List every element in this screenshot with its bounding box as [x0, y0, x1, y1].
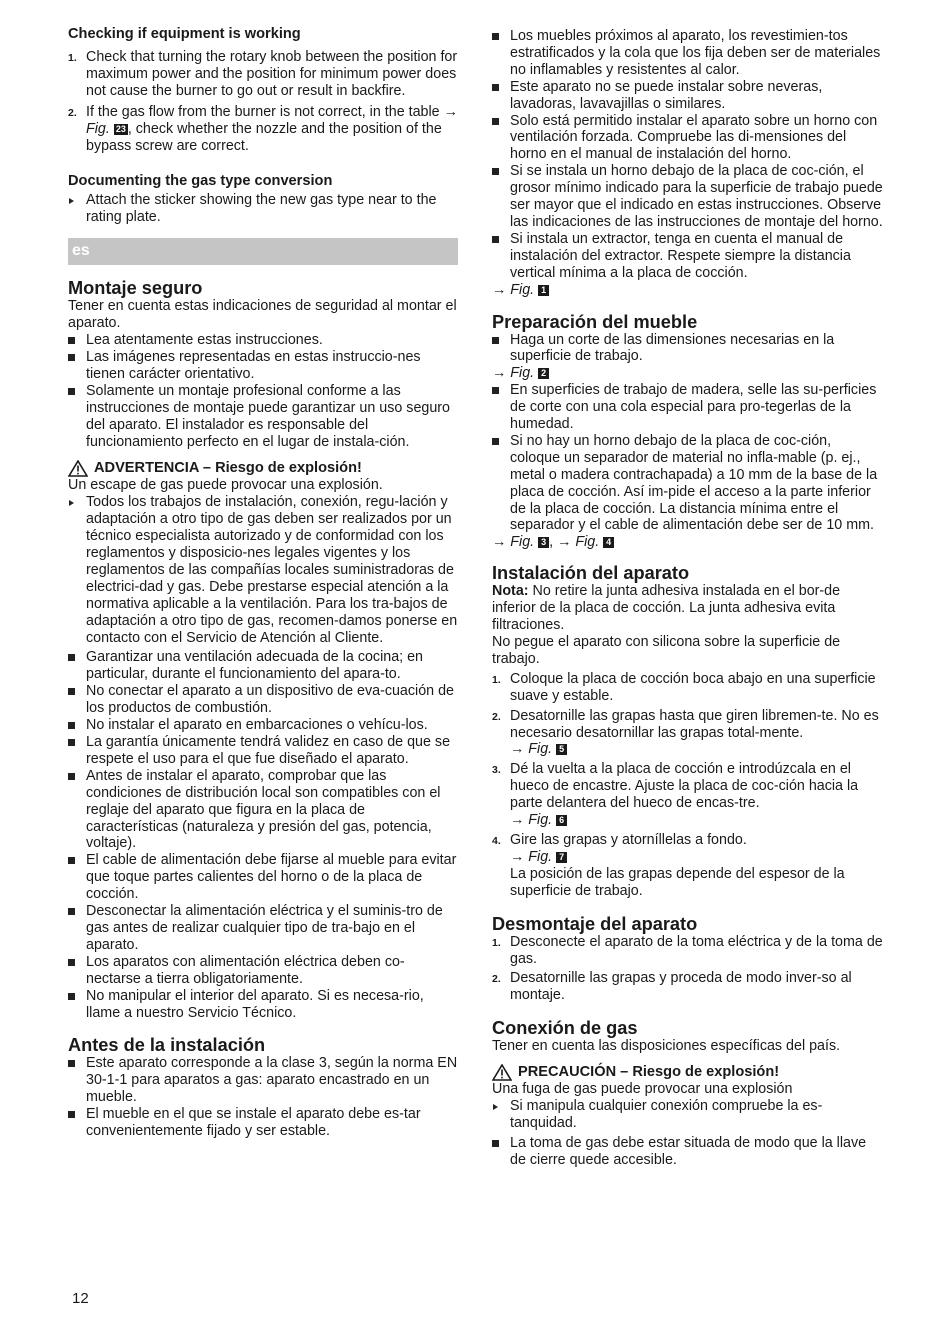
figure-reference: → Fig. 3 , → Fig. 4 — [492, 534, 884, 551]
action-text: Attach the sticker showing the new gas type near to the rating plate. — [86, 192, 437, 226]
bullet-icon — [492, 332, 510, 366]
caution-action: Si manipula cualquier conexión compruebe la es-tanquidad. — [492, 1098, 884, 1132]
arrow-icon: → — [492, 365, 507, 382]
bullet-icon — [68, 734, 86, 768]
checking-heading: Checking if equipment is working — [68, 26, 301, 42]
language-bar — [68, 238, 458, 265]
bullet-icon — [492, 433, 510, 534]
warning-text: Un escape de gas puede provocar una explosión. — [68, 477, 383, 494]
bullet-icon — [68, 1055, 86, 1106]
list-item: En superficies de trabajo de madera, selle las su-perficies de corte con una cola especial para pro-tegerlas de la humedad. — [492, 382, 884, 433]
warning-title: ADVERTENCIA – Riesgo de explosión! — [68, 460, 458, 477]
arrow-icon: → — [510, 848, 525, 865]
page-number: 12 — [72, 1290, 89, 1307]
step-text: Check that turning the rotary knob between the position for maximum power and the position for minimum power does not cause the burner to go out or result in backfire. — [86, 49, 458, 99]
bullet-icon — [68, 903, 86, 954]
list-item: Solamente un montaje profesional conforme a las instrucciones de montaje puede garantizar un uso seguro del aparato. El instalador es responsable del funcionamiento perfecto en el lugar de instala-ción. — [68, 383, 458, 451]
antes-heading: Antes de la instalación — [68, 1035, 266, 1056]
bullet-icon — [68, 1106, 86, 1140]
fig-ref: Fig. — [86, 120, 110, 137]
documenting-action — [68, 192, 458, 226]
checking-step-1 — [68, 49, 458, 100]
checking-step-2 — [68, 104, 458, 155]
list-item: Si no hay un horno debajo de la placa de coc-ción, coloque un separador de material no infla-mable (p. ej., metal o madera contrachapada) a 10 mm de la base de la placa de cocción. Así im-pide el acceso a la parte inferior de la placa de cocción. La distancia mínima entre el separador y el cable de alimentación debe ser de 10 mm. — [492, 433, 884, 534]
bullet-icon — [68, 988, 86, 1022]
list-item: No manipular el interior del aparato. Si es necesa-rio, llame a nuestro Servicio Técnico. — [68, 988, 458, 1022]
warning-triangle-icon — [68, 460, 88, 477]
step-number: 1. — [68, 52, 77, 64]
prep-heading: Preparación del mueble — [492, 311, 698, 332]
bullet-icon — [492, 1135, 510, 1169]
montaje-heading: Montaje seguro — [68, 278, 203, 299]
list-item: Garantizar una ventilación adecuada de la cocina; en particular, durante el funcionamiento del apara-to. — [68, 649, 458, 683]
figure-reference: → Fig. 1 — [492, 282, 884, 299]
arrow-icon: → — [492, 281, 507, 298]
inst-step-1: 1. Coloque la placa de cocción boca abajo en una superficie suave y estable. — [492, 670, 876, 704]
list-item: Lea atentamente estas instrucciones. — [68, 332, 458, 349]
left-column — [68, 26, 458, 1140]
list-item: La toma de gas debe estar situada de modo que la llave de cierre quede accesible. — [492, 1135, 884, 1169]
inst-step-3: 3. Dé la vuelta a la placa de cocción e introdúzcala en el hueco de encastre. Ajuste la placa de coc-ción hacia la parte delantera del hueco de encas-tre. → Fig. 6 — [492, 761, 859, 829]
list-item: Este aparato corresponde a la clase 3, según la norma EN 30-1-1 para aparatos a gas: aparato encastrado en un mueble. — [68, 1055, 458, 1106]
bullet-icon — [492, 163, 510, 231]
inst-step-2: 2. Desatornille las grapas hasta que giren libremen-te. No es necesario desatornillar las grapas total-mente. → Fig. 5 — [492, 707, 879, 758]
montaje-intro: Tener en cuenta estas indicaciones de seguridad al montar el aparato. — [68, 298, 457, 332]
bullet-icon — [68, 332, 86, 349]
warning-triangle-icon — [492, 1064, 512, 1081]
figure-number-badge: 4 — [603, 537, 614, 548]
bullet-icon — [492, 113, 510, 164]
action-triangle-icon — [492, 1098, 510, 1132]
inst-step-4: 4. Gire las grapas y atorníllelas a fondo. → Fig. 7 La posición de las grapas depende del espesor de la superficie de trabajo. — [492, 831, 845, 899]
list-item: No conectar el aparato a un dispositivo de eva-cuación de los productos de combustión. — [68, 683, 458, 717]
bullet-icon — [68, 683, 86, 717]
figure-number-badge: 1 — [538, 285, 549, 296]
bullet-icon — [492, 28, 510, 79]
action-triangle-icon — [68, 192, 86, 226]
documenting-heading: Documenting the gas type conversion — [68, 173, 333, 190]
desm-step-1: 1. Desconecte el aparato de la toma eléctrica y de la toma de gas. — [492, 933, 883, 967]
list-item: El mueble en el que se instale el aparato debe es-tar convenientemente fijado y ser estable. — [68, 1106, 458, 1140]
bullet-icon — [68, 649, 86, 683]
list-item: Las imágenes representadas en estas instruccio-nes tienen carácter orientativo. — [68, 349, 458, 383]
list-item: Este aparato no se puede instalar sobre neveras, lavadoras, lavavajillas o similares. — [492, 79, 884, 113]
desm-step-2: 2. Desatornille las grapas y proceda de modo inver-so al montaje. — [492, 970, 852, 1004]
list-item: El cable de alimentación debe fijarse al mueble para evitar que toque partes calientes del horno o de la placa de cocción. — [68, 852, 458, 903]
arrow-icon: → — [510, 741, 525, 758]
list-item: La garantía únicamente tendrá validez en caso de que se respete el uso para el que fue diseñado el aparato. — [68, 734, 458, 768]
bullet-icon — [68, 852, 86, 903]
arrow-icon: → — [557, 534, 572, 551]
step-number: 2. — [68, 106, 77, 119]
caution-title: PRECAUCIÓN – Riesgo de explosión! — [492, 1064, 884, 1081]
figure-number-badge: 2 — [538, 368, 549, 379]
note-label: Nota: — [492, 583, 529, 600]
list-item: Haga un corte de las dimensiones necesarias en la superficie de trabajo. — [492, 332, 884, 366]
figure-number-badge: 3 — [538, 537, 549, 548]
arrow-icon: → — [510, 812, 525, 829]
caution-text: Una fuga de gas puede provocar una explosión — [492, 1081, 793, 1098]
bullet-icon — [68, 349, 86, 383]
gas-heading: Conexión de gas — [492, 1018, 638, 1039]
arrow-icon: → — [443, 103, 458, 120]
figure-number-badge: 23 — [115, 123, 126, 134]
bullet-icon — [492, 231, 510, 282]
list-item: Los muebles próximos al aparato, los revestimien-tos estratificados y la cola que los fija deben ser de materiales no inflamables y resistentes al calor. — [492, 28, 884, 79]
right-column — [492, 28, 884, 1169]
figure-number-badge: 7 — [556, 852, 567, 863]
list-item: No instalar el aparato en embarcaciones o vehícu-los. — [68, 717, 458, 734]
bullet-icon — [492, 382, 510, 433]
bullet-icon — [68, 383, 86, 451]
bullet-icon — [68, 954, 86, 988]
inst-note-2: No pegue el aparato con silicona sobre la superficie de trabajo. — [492, 634, 841, 667]
bullet-icon — [492, 79, 510, 113]
figure-number-badge: 6 — [556, 815, 567, 826]
bullet-icon — [68, 717, 86, 734]
inst-note: Nota: No retire la junta adhesiva instalada en el bor-de inferior de la placa de cocción. La junta adhesiva evita filtraciones. — [492, 583, 841, 634]
figure-reference: → Fig. 2 — [492, 365, 884, 382]
gas-intro: Tener en cuenta las disposiciones específicas del país. — [492, 1038, 841, 1055]
language-tag: es — [72, 242, 90, 260]
bullet-icon — [68, 768, 86, 853]
list-item: Si se instala un horno debajo de la placa de coc-ción, el grosor mínimo indicado para la superficie de trabajo puede ser mayor que el indicado en estas instrucciones. Observe las indicaciones de las instrucciones de montaje del horno. — [492, 163, 884, 231]
figure-number-badge: 5 — [556, 744, 567, 755]
desm-heading: Desmontaje del aparato — [492, 913, 698, 934]
list-item: Desconectar la alimentación eléctrica y el suminis-tro de gas antes de realizar cualquier tipo de tra-bajo en el aparato. — [68, 903, 458, 954]
warning-action: Todos los trabajos de instalación, conexión, regu-lación y adaptación a otro tipo de gas deben ser realizados por un técnico especialista autorizado y de conformidad con los reglamentos y disposicio-nes legales vigentes y los reglamentos de las compañías locales suministradoras de electrici-dad y gas. Debe prestarse especial atención a la normativa aplicable a la ventilación. Para los tra-bajos de adaptación a otro tipo de gas, recomen-damos ponerse en contacto con el Servicio de Atención al Cliente. — [68, 494, 458, 646]
list-item: Solo está permitido instalar el aparato sobre un horno con ventilación forzada. Compruebe las di-mensiones del horno en el manual de instalación del horno. — [492, 113, 884, 164]
list-item: Si instala un extractor, tenga en cuenta el manual de instalación del extractor. Respete siempre la distancia vertical mínima a la placa de cocción. — [492, 231, 884, 282]
action-triangle-icon — [68, 494, 86, 646]
inst-heading: Instalación del aparato — [492, 563, 690, 584]
list-item: Los aparatos con alimentación eléctrica deben co-nectarse a tierra obligatoriamente. — [68, 954, 458, 988]
list-item: Antes de instalar el aparato, comprobar que las condiciones de distribución local son compatibles con el reglaje del aparato que figura en la placa de características (naturaleza y presión del gas, potencia, voltaje). — [68, 768, 458, 853]
step-text: If the gas flow from the burner is not correct, in the table → Fig. 23 , check whether the nozzle and the position of the bypass screw are correct. — [86, 103, 458, 154]
arrow-icon: → — [492, 534, 507, 551]
